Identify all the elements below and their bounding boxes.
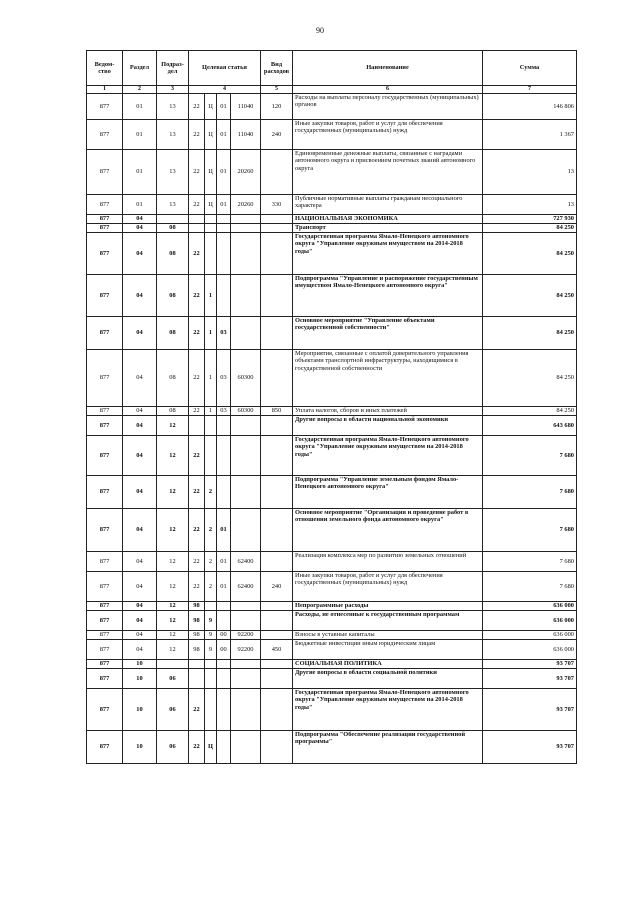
cell-sum: 636 000 xyxy=(483,610,577,630)
cell-podrazdel: 13 xyxy=(157,194,189,214)
cell-ved: 877 xyxy=(87,316,123,349)
cell-target-1: 22 xyxy=(189,730,205,763)
cell-target-1: 22 xyxy=(189,406,205,415)
cell-target-2 xyxy=(205,214,217,223)
cell-podrazdel: 12 xyxy=(157,630,189,639)
table-row xyxy=(87,119,577,149)
header-sum: Сумма xyxy=(483,51,577,86)
cell-target-2: 1 xyxy=(205,316,217,349)
table-row xyxy=(87,214,577,223)
cell-target-3: 03 xyxy=(217,406,231,415)
cell-razdel: 04 xyxy=(123,435,157,475)
cell-vid: 450 xyxy=(261,639,293,659)
table-row xyxy=(87,730,577,763)
cell-razdel: 04 xyxy=(123,639,157,659)
cell-sum: 93 707 xyxy=(483,659,577,668)
cell-target-1: 22 xyxy=(189,149,205,194)
col-number: 6 xyxy=(293,86,483,94)
cell-target-3: 01 xyxy=(217,508,231,551)
table-row xyxy=(87,349,577,406)
cell-name: Государственная программа Ямало-Ненецкого автономного округа "Управление окружным имуществом на 2014-2018 годы" xyxy=(293,232,483,274)
cell-target-3 xyxy=(217,435,231,475)
cell-name: СОЦИАЛЬНАЯ ПОЛИТИКА xyxy=(293,659,483,668)
cell-sum: 636 000 xyxy=(483,630,577,639)
cell-target-3: 00 xyxy=(217,639,231,659)
cell-target-4 xyxy=(231,508,261,551)
cell-target-2 xyxy=(205,435,217,475)
cell-target-3: 03 xyxy=(217,349,231,406)
cell-podrazdel: 06 xyxy=(157,730,189,763)
cell-target-4 xyxy=(231,610,261,630)
cell-podrazdel: 08 xyxy=(157,274,189,316)
cell-vid xyxy=(261,551,293,571)
cell-target-4 xyxy=(231,274,261,316)
table-row xyxy=(87,571,577,601)
cell-name: Взносы в уставные капиталы xyxy=(293,630,483,639)
cell-name: Бюджетные инвестиции иным юридическим лицам xyxy=(293,639,483,659)
cell-name: Подпрограмма "Обеспечение реализации государственной программы" xyxy=(293,730,483,763)
cell-target-4 xyxy=(231,659,261,668)
col-number: 7 xyxy=(483,86,577,94)
cell-target-1: 22 xyxy=(189,688,205,730)
cell-razdel: 01 xyxy=(123,149,157,194)
cell-target-2 xyxy=(205,659,217,668)
cell-sum: 7 680 xyxy=(483,508,577,551)
header-name: Наименование xyxy=(293,51,483,86)
cell-vid xyxy=(261,630,293,639)
cell-target-1: 98 xyxy=(189,639,205,659)
table-row xyxy=(87,551,577,571)
cell-sum: 7 680 xyxy=(483,571,577,601)
table-row xyxy=(87,475,577,508)
cell-podrazdel: 12 xyxy=(157,551,189,571)
cell-ved: 877 xyxy=(87,668,123,688)
cell-podrazdel: 13 xyxy=(157,149,189,194)
cell-ved: 877 xyxy=(87,93,123,119)
table-row xyxy=(87,601,577,610)
cell-name: Другие вопросы в области социальной политики xyxy=(293,668,483,688)
cell-ved: 877 xyxy=(87,639,123,659)
cell-razdel: 04 xyxy=(123,274,157,316)
cell-vid: 240 xyxy=(261,119,293,149)
cell-ved: 877 xyxy=(87,508,123,551)
cell-target-3 xyxy=(217,274,231,316)
cell-target-1: 22 xyxy=(189,571,205,601)
cell-target-2: Ц xyxy=(205,149,217,194)
cell-target-2: 2 xyxy=(205,551,217,571)
cell-sum: 13 xyxy=(483,194,577,214)
cell-target-1: 22 xyxy=(189,119,205,149)
header-razdel: Раздел xyxy=(123,51,157,86)
cell-ved: 877 xyxy=(87,601,123,610)
cell-target-1 xyxy=(189,659,205,668)
cell-target-3: 01 xyxy=(217,119,231,149)
cell-razdel: 10 xyxy=(123,659,157,668)
table-row xyxy=(87,435,577,475)
cell-sum: 84 250 xyxy=(483,232,577,274)
cell-target-2 xyxy=(205,232,217,274)
cell-razdel: 04 xyxy=(123,349,157,406)
cell-razdel: 04 xyxy=(123,571,157,601)
table-row xyxy=(87,274,577,316)
cell-vid: 240 xyxy=(261,571,293,601)
cell-target-1: 22 xyxy=(189,93,205,119)
cell-podrazdel: 13 xyxy=(157,93,189,119)
cell-target-1: 98 xyxy=(189,630,205,639)
cell-ved: 877 xyxy=(87,406,123,415)
cell-target-4 xyxy=(231,435,261,475)
cell-ved: 877 xyxy=(87,730,123,763)
cell-target-3: 01 xyxy=(217,551,231,571)
cell-target-4: 92200 xyxy=(231,639,261,659)
cell-target-1: 22 xyxy=(189,475,205,508)
cell-podrazdel: 12 xyxy=(157,601,189,610)
cell-target-1 xyxy=(189,223,205,232)
cell-target-2 xyxy=(205,223,217,232)
cell-target-3 xyxy=(217,688,231,730)
cell-name: Расходы на выплаты персоналу государственных (муниципальных) органов xyxy=(293,93,483,119)
cell-sum: 7 680 xyxy=(483,551,577,571)
cell-razdel: 04 xyxy=(123,610,157,630)
cell-razdel: 04 xyxy=(123,232,157,274)
cell-target-2: 9 xyxy=(205,630,217,639)
header-celevaya: Целевая статья xyxy=(189,51,261,86)
cell-vid xyxy=(261,349,293,406)
cell-razdel: 01 xyxy=(123,194,157,214)
cell-name: Основное мероприятие "Управление объектами государственной собственности" xyxy=(293,316,483,349)
cell-name: Иные закупки товаров, работ и услуг для обеспечения государственных (муниципальных) нужд xyxy=(293,119,483,149)
cell-target-4: 92200 xyxy=(231,630,261,639)
cell-ved: 877 xyxy=(87,214,123,223)
cell-ved: 877 xyxy=(87,274,123,316)
cell-target-2: 9 xyxy=(205,639,217,659)
cell-razdel: 04 xyxy=(123,601,157,610)
cell-razdel: 04 xyxy=(123,630,157,639)
cell-ved: 877 xyxy=(87,194,123,214)
cell-vid xyxy=(261,688,293,730)
cell-target-4: 11040 xyxy=(231,93,261,119)
cell-target-3: 01 xyxy=(217,149,231,194)
cell-target-1: 22 xyxy=(189,194,205,214)
cell-podrazdel: 12 xyxy=(157,571,189,601)
cell-sum: 7 680 xyxy=(483,435,577,475)
cell-razdel: 10 xyxy=(123,730,157,763)
col-number: 2 xyxy=(123,86,157,94)
cell-target-2: 2 xyxy=(205,571,217,601)
cell-name: Публичные нормативные выплаты гражданам несоциального характера xyxy=(293,194,483,214)
table-row xyxy=(87,415,577,435)
cell-target-3 xyxy=(217,232,231,274)
cell-target-1: 22 xyxy=(189,349,205,406)
cell-target-2: Ц xyxy=(205,119,217,149)
cell-vid xyxy=(261,601,293,610)
col-number: 1 xyxy=(87,86,123,94)
cell-target-1 xyxy=(189,668,205,688)
cell-ved: 877 xyxy=(87,475,123,508)
cell-target-1: 22 xyxy=(189,316,205,349)
cell-target-3: 00 xyxy=(217,630,231,639)
cell-sum: 84 250 xyxy=(483,223,577,232)
cell-vid xyxy=(261,232,293,274)
cell-razdel: 10 xyxy=(123,668,157,688)
cell-name: Мероприятия, связанные с оплатой доверительного управления объектами транспортной инфраструктуры, находящимися в государственной собственности xyxy=(293,349,483,406)
cell-target-3 xyxy=(217,730,231,763)
cell-target-4 xyxy=(231,223,261,232)
page-number: 90 xyxy=(316,26,324,35)
cell-sum: 93 707 xyxy=(483,668,577,688)
cell-target-1: 22 xyxy=(189,551,205,571)
table-row xyxy=(87,630,577,639)
cell-target-1: 22 xyxy=(189,435,205,475)
cell-sum: 84 250 xyxy=(483,316,577,349)
cell-vid xyxy=(261,508,293,551)
cell-target-3 xyxy=(217,214,231,223)
cell-podrazdel: 08 xyxy=(157,316,189,349)
cell-podrazdel: 08 xyxy=(157,223,189,232)
cell-target-3: 03 xyxy=(217,316,231,349)
cell-razdel: 04 xyxy=(123,406,157,415)
cell-target-3 xyxy=(217,668,231,688)
cell-podrazdel: 12 xyxy=(157,475,189,508)
cell-target-4 xyxy=(231,232,261,274)
cell-target-4: 60300 xyxy=(231,406,261,415)
cell-target-2: Ц xyxy=(205,93,217,119)
table-row xyxy=(87,688,577,730)
cell-target-3 xyxy=(217,475,231,508)
cell-podrazdel: 12 xyxy=(157,610,189,630)
cell-name: Реализация комплекса мер по развитию земельных отношений xyxy=(293,551,483,571)
cell-ved: 877 xyxy=(87,415,123,435)
cell-podrazdel: 08 xyxy=(157,232,189,274)
cell-ved: 877 xyxy=(87,571,123,601)
cell-sum: 84 250 xyxy=(483,274,577,316)
cell-vid xyxy=(261,316,293,349)
cell-podrazdel xyxy=(157,214,189,223)
cell-target-4 xyxy=(231,688,261,730)
cell-target-4: 62400 xyxy=(231,551,261,571)
cell-name: Государственная программа Ямало-Ненецкого автономного округа "Управление окружным имуществом на 2014-2018 годы" xyxy=(293,688,483,730)
cell-name: Подпрограмма "Управление и распоряжение государственным имуществом Ямало-Ненецкого автономного округа" xyxy=(293,274,483,316)
cell-target-4: 20260 xyxy=(231,149,261,194)
cell-vid xyxy=(261,659,293,668)
cell-ved: 877 xyxy=(87,119,123,149)
header-podrazdel: Подраз-дел xyxy=(157,51,189,86)
cell-target-3 xyxy=(217,610,231,630)
table-row xyxy=(87,223,577,232)
cell-ved: 877 xyxy=(87,232,123,274)
cell-target-1 xyxy=(189,214,205,223)
table-row xyxy=(87,610,577,630)
cell-razdel: 10 xyxy=(123,688,157,730)
cell-target-2 xyxy=(205,668,217,688)
cell-target-1: 22 xyxy=(189,232,205,274)
cell-target-2 xyxy=(205,601,217,610)
cell-target-2 xyxy=(205,688,217,730)
cell-vid xyxy=(261,149,293,194)
cell-podrazdel: 12 xyxy=(157,508,189,551)
cell-name: Основное мероприятие "Организация и проведение работ в отношении земельного фонда автономного округа" xyxy=(293,508,483,551)
cell-target-4 xyxy=(231,601,261,610)
cell-target-2: 1 xyxy=(205,406,217,415)
cell-vid xyxy=(261,435,293,475)
cell-target-3 xyxy=(217,223,231,232)
table-row xyxy=(87,149,577,194)
cell-vid xyxy=(261,223,293,232)
cell-target-4 xyxy=(231,316,261,349)
cell-sum: 7 680 xyxy=(483,475,577,508)
cell-target-4: 20260 xyxy=(231,194,261,214)
cell-sum: 93 707 xyxy=(483,688,577,730)
cell-sum: 636 000 xyxy=(483,601,577,610)
budget-table xyxy=(86,50,577,764)
cell-ved: 877 xyxy=(87,659,123,668)
cell-ved: 877 xyxy=(87,223,123,232)
cell-target-3 xyxy=(217,415,231,435)
table-row xyxy=(87,639,577,659)
cell-sum: 1 367 xyxy=(483,119,577,149)
cell-name: Расходы, не отнесенные к государственным программам xyxy=(293,610,483,630)
cell-razdel: 04 xyxy=(123,223,157,232)
cell-podrazdel: 12 xyxy=(157,415,189,435)
cell-vid xyxy=(261,730,293,763)
cell-sum: 643 680 xyxy=(483,415,577,435)
cell-target-1 xyxy=(189,415,205,435)
cell-name: Транспорт xyxy=(293,223,483,232)
cell-ved: 877 xyxy=(87,435,123,475)
cell-target-4 xyxy=(231,475,261,508)
cell-target-2: Ц xyxy=(205,194,217,214)
cell-target-3 xyxy=(217,659,231,668)
cell-razdel: 04 xyxy=(123,415,157,435)
col-number: 3 xyxy=(157,86,189,94)
cell-vid xyxy=(261,214,293,223)
cell-ved: 877 xyxy=(87,688,123,730)
cell-target-2: 1 xyxy=(205,274,217,316)
cell-target-1: 22 xyxy=(189,508,205,551)
cell-podrazdel: 08 xyxy=(157,349,189,406)
header-vid: Вид расходов xyxy=(261,51,293,86)
cell-vid: 330 xyxy=(261,194,293,214)
cell-sum: 636 000 xyxy=(483,639,577,659)
cell-target-4: 60300 xyxy=(231,349,261,406)
cell-target-1: 98 xyxy=(189,601,205,610)
cell-razdel: 04 xyxy=(123,214,157,223)
cell-podrazdel: 06 xyxy=(157,668,189,688)
table-row xyxy=(87,659,577,668)
cell-podrazdel: 08 xyxy=(157,406,189,415)
cell-razdel: 04 xyxy=(123,508,157,551)
cell-sum: 84 250 xyxy=(483,349,577,406)
header-ved: Ведом-ство xyxy=(87,51,123,86)
cell-podrazdel: 13 xyxy=(157,119,189,149)
cell-name: Непрограммные расходы xyxy=(293,601,483,610)
cell-sum: 84 250 xyxy=(483,406,577,415)
cell-target-4: 62400 xyxy=(231,571,261,601)
cell-podrazdel: 12 xyxy=(157,435,189,475)
table-row xyxy=(87,93,577,119)
cell-target-4 xyxy=(231,214,261,223)
cell-name: Другие вопросы в области национальной экономики xyxy=(293,415,483,435)
cell-ved: 877 xyxy=(87,610,123,630)
cell-target-4 xyxy=(231,415,261,435)
cell-razdel: 04 xyxy=(123,316,157,349)
cell-sum: 93 707 xyxy=(483,730,577,763)
cell-vid xyxy=(261,415,293,435)
cell-target-2 xyxy=(205,415,217,435)
cell-vid xyxy=(261,668,293,688)
cell-vid: 850 xyxy=(261,406,293,415)
cell-podrazdel xyxy=(157,659,189,668)
cell-target-3 xyxy=(217,601,231,610)
cell-podrazdel: 06 xyxy=(157,688,189,730)
table-row xyxy=(87,316,577,349)
cell-name: Подпрограмма "Управление земельным фондом Ямало-Ненецкого автономного округа" xyxy=(293,475,483,508)
cell-target-2: 2 xyxy=(205,475,217,508)
cell-name: Иные закупки товаров, работ и услуг для обеспечения государственных (муниципальных) нужд xyxy=(293,571,483,601)
cell-ved: 877 xyxy=(87,630,123,639)
cell-sum: 13 xyxy=(483,149,577,194)
cell-ved: 877 xyxy=(87,551,123,571)
cell-target-3: 01 xyxy=(217,571,231,601)
cell-name: НАЦИОНАЛЬНАЯ ЭКОНОМИКА xyxy=(293,214,483,223)
table-row xyxy=(87,406,577,415)
cell-vid xyxy=(261,274,293,316)
cell-razdel: 04 xyxy=(123,551,157,571)
cell-target-4 xyxy=(231,668,261,688)
cell-target-4 xyxy=(231,730,261,763)
cell-name: Государственная программа Ямало-Ненецкого автономного округа "Управление окружным имуществом на 2014-2018 годы" xyxy=(293,435,483,475)
cell-sum: 146 806 xyxy=(483,93,577,119)
cell-podrazdel: 12 xyxy=(157,639,189,659)
cell-target-2: 2 xyxy=(205,508,217,551)
col-number: 4 xyxy=(189,86,261,94)
table-row xyxy=(87,508,577,551)
cell-ved: 877 xyxy=(87,149,123,194)
cell-vid: 120 xyxy=(261,93,293,119)
table-row xyxy=(87,668,577,688)
col-number: 5 xyxy=(261,86,293,94)
cell-ved: 877 xyxy=(87,349,123,406)
cell-sum: 727 930 xyxy=(483,214,577,223)
cell-name: Единовременные денежные выплаты, связанные с наградами автономного округа и присвоением почетных званий автономного округа xyxy=(293,149,483,194)
cell-razdel: 01 xyxy=(123,93,157,119)
cell-name: Уплата налогов, сборов и иных платежей xyxy=(293,406,483,415)
cell-target-2: 9 xyxy=(205,610,217,630)
cell-target-1: 98 xyxy=(189,610,205,630)
cell-vid xyxy=(261,475,293,508)
cell-target-4: 11040 xyxy=(231,119,261,149)
cell-target-2: Ц xyxy=(205,730,217,763)
cell-target-3: 01 xyxy=(217,93,231,119)
cell-razdel: 04 xyxy=(123,475,157,508)
cell-target-1: 22 xyxy=(189,274,205,316)
cell-razdel: 01 xyxy=(123,119,157,149)
cell-target-3: 01 xyxy=(217,194,231,214)
table-row xyxy=(87,194,577,214)
cell-vid xyxy=(261,610,293,630)
table-row xyxy=(87,232,577,274)
cell-target-2: 1 xyxy=(205,349,217,406)
